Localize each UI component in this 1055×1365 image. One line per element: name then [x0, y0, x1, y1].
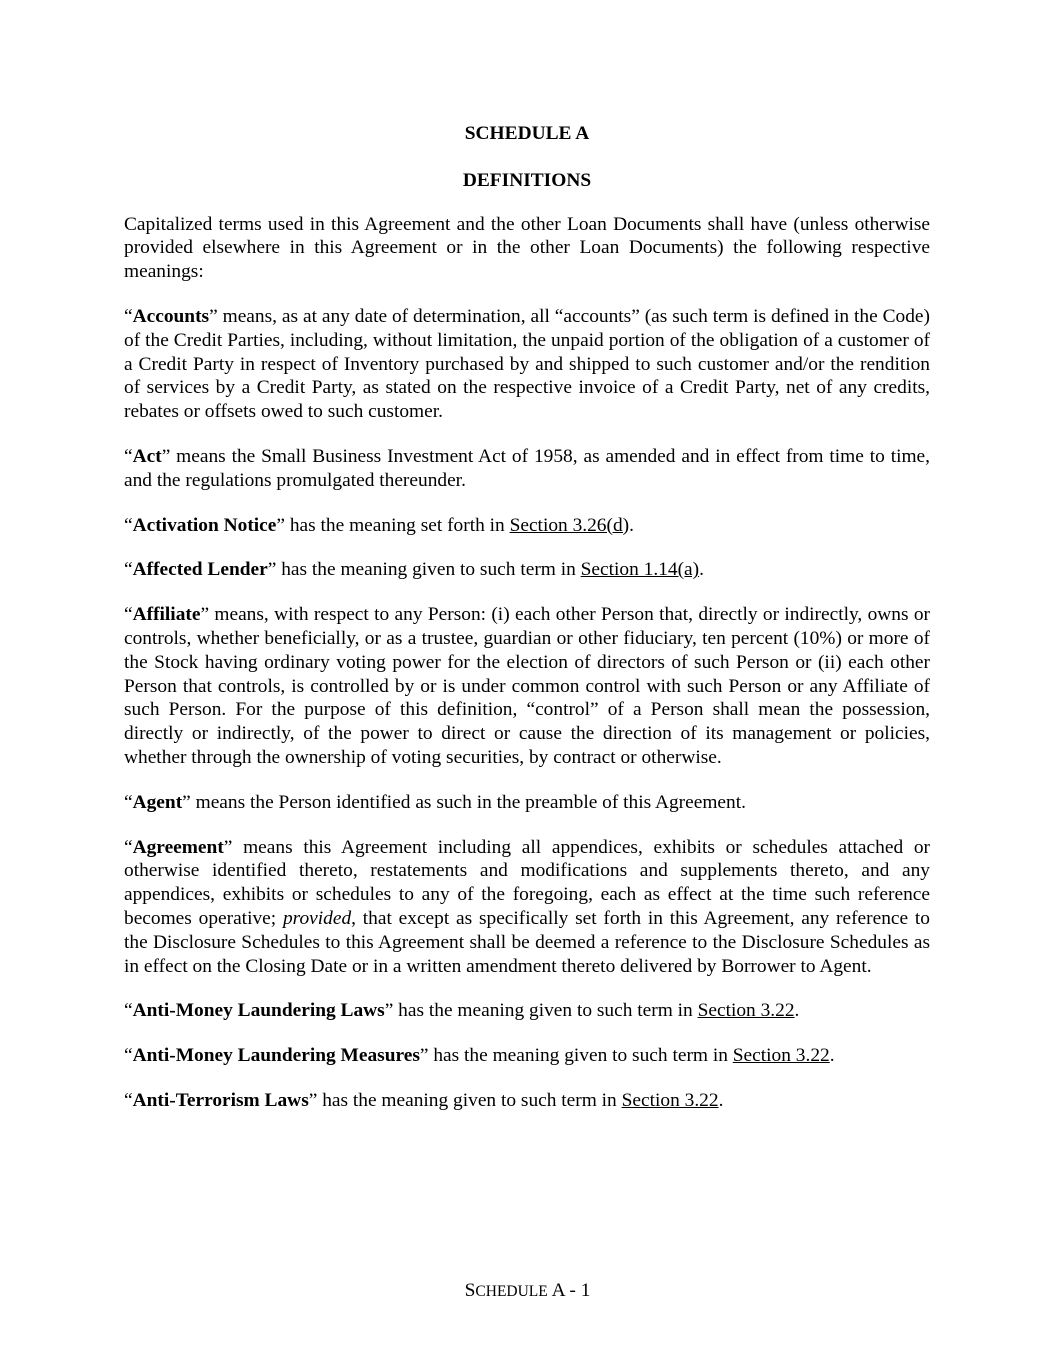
definition-anti-terrorism-laws [124, 1089, 930, 1113]
definition-text: means this Agreement including all appendices, exhibits or schedules attached or otherwise identified thereto, restatements and modifications and supplements thereto, and any appendices, exhibits or schedules to any of the foregoing, each as effect at the time such reference becomes operative; [124, 836, 930, 929]
close-quote: ” [161, 445, 171, 467]
open-quote: “ [124, 836, 133, 858]
open-quote: “ [124, 1000, 133, 1022]
close-quote: ” [308, 1089, 318, 1111]
italic-term: provided [282, 907, 352, 929]
period: . [829, 1045, 835, 1067]
open-quote: “ [124, 1045, 133, 1067]
footer-initial: S [464, 1280, 476, 1301]
definition-text: has the meaning given to such term in [428, 1045, 733, 1067]
open-quote: “ [124, 1089, 133, 1111]
open-quote: “ [124, 445, 133, 467]
defined-term: Affected Lender [132, 559, 268, 581]
period: . [699, 559, 704, 581]
defined-term: Affiliate [132, 604, 201, 626]
definition-text: means the Small Business Investment Act of 1958, as amended and in effect from time to time, and the regulations promulgated thereunder. [124, 445, 930, 491]
period: . [718, 1089, 724, 1111]
defined-term: Anti-Money Laundering Measures [132, 1045, 420, 1067]
footer-small-caps: CHEDULE [475, 1283, 552, 1300]
definition-text-continued: , that except as specifically set forth in this Agreement, any reference to the Disclosure Schedules to this Agreement shall be deemed a reference to the Disclosure Schedules as in effect on the Closing Date or in a written amendment thereto delivered by Borrower to Agent. [124, 907, 930, 977]
open-quote: “ [124, 604, 133, 626]
close-quote: ” [200, 604, 210, 626]
definitions-heading: DEFINITIONS [462, 169, 592, 191]
close-quote: ” [182, 791, 191, 813]
defined-term: Accounts [132, 305, 210, 327]
defined-term: Anti-Money Laundering Laws [132, 1000, 385, 1022]
document-page [124, 122, 930, 1134]
open-quote: “ [124, 514, 133, 536]
open-quote: “ [124, 305, 133, 327]
close-quote: ” [384, 1000, 394, 1022]
definition-agent [124, 791, 930, 815]
close-quote: ” [223, 836, 233, 858]
definition-affiliate [124, 603, 930, 770]
definition-text: means, as at any date of determination, all “accounts” (as such term is defined in the Code) of the Credit Parties, including, without limitation, the unpaid portion of the obligation of a customer of a Credit Party in respect of Inventory purchased by and shipped to such customer and/or the rendition of services by a Credit Party, as stated on the respective invoice of a Credit Party, net of any credits, rebates or offsets owed to such customer. [124, 305, 930, 423]
period: . [629, 514, 634, 536]
defined-term: Activation Notice [132, 514, 277, 536]
definition-accounts [124, 305, 930, 424]
close-quote: ” [276, 514, 285, 536]
definition-agreement [124, 836, 930, 979]
schedule-title: SCHEDULE A [464, 123, 590, 144]
definition-text: has the meaning given to such term in [317, 1089, 622, 1111]
definition-text: means, with respect to any Person: (i) each other Person that, directly or indirectly, owns or controls, whether beneficially, or as a trustee, guardian or other fiduciary, ten percent (10%) or more of the Stock having ordinary voting power for the election of directors of such Person or (ii) each other Person that controls, is controlled by or is under common control with such Person or any Affiliate of such Person. For the purpose of this definition, “control” of a Person shall mean the possession, directly or indirectly, of the power to direct or cause the direction of its management or policies, whether through the ownership of voting securities, by contract or otherwise. [124, 604, 930, 768]
intro-paragraph: Capitalized terms used in this Agreement and the other Loan Documents shall have (unless otherwise provided elsewhere in this Agreement or in the other Loan Documents) the following respective meanings: [124, 213, 930, 283]
open-quote: “ [124, 791, 133, 813]
close-quote: ” [267, 559, 277, 581]
open-quote: “ [124, 559, 133, 581]
section-reference: Section 3.26(d) [509, 514, 630, 536]
definition-text: has the meaning given to such term in [393, 1000, 698, 1022]
close-quote: ” [209, 305, 218, 327]
section-reference: Section 3.22 [697, 1000, 795, 1022]
defined-term: Agreement [132, 836, 224, 858]
definition-act [124, 445, 930, 493]
definition-anti-money-laundering-laws [124, 999, 930, 1023]
section-reference: Section 3.22 [732, 1045, 830, 1067]
definition-activation-notice [124, 514, 930, 538]
definition-text: has the meaning given to such term in [276, 559, 581, 581]
close-quote: ” [419, 1045, 429, 1067]
defined-term: Act [132, 445, 162, 467]
footer-page-number: A - 1 [551, 1280, 591, 1301]
section-reference: Section 3.22 [621, 1089, 719, 1111]
page-footer [0, 1279, 1055, 1304]
definition-affected-lender [124, 558, 930, 582]
defined-term: Agent [132, 791, 183, 813]
definition-text: has the meaning set forth in [285, 514, 510, 536]
definition-text: means the Person identified as such in the preamble of this Agreement. [190, 791, 746, 813]
definition-anti-money-laundering-measures [124, 1044, 930, 1068]
section-reference: Section 1.14(a) [580, 559, 700, 581]
defined-term: Anti-Terrorism Laws [132, 1089, 309, 1111]
period: . [794, 1000, 800, 1022]
